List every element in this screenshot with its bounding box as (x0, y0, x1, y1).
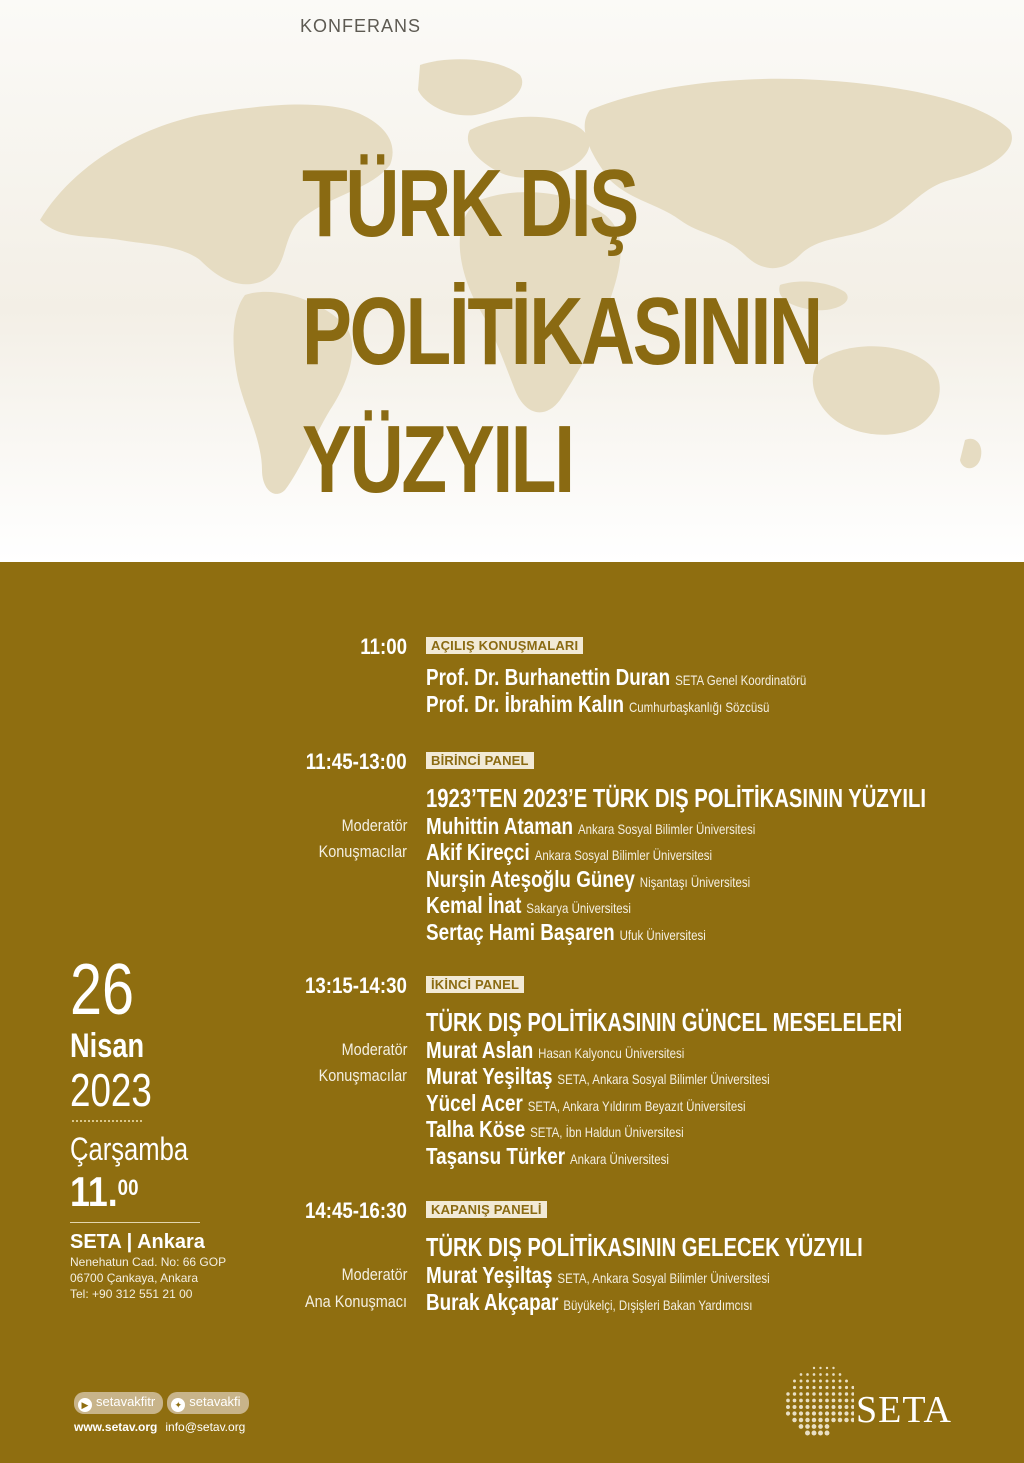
speaker-name: Prof. Dr. İbrahim Kalın (426, 691, 625, 717)
youtube-link[interactable] (74, 1392, 163, 1414)
website-link[interactable]: www.setav.org (74, 1420, 158, 1434)
speaker-name: Talha Köse (426, 1116, 526, 1142)
header-section (0, 0, 1024, 562)
event-minutes: 00 (117, 1175, 139, 1200)
event-time (70, 1168, 203, 1216)
speaker-name: Akif Kireçci (426, 839, 530, 865)
event-hour: 11. (70, 1168, 118, 1215)
speaker (426, 1116, 684, 1143)
event-date-block (70, 952, 226, 1302)
speaker-affiliation: Büyükelçi, Dışişleri Bakan Yardımcısı (563, 1297, 753, 1313)
divider-line (70, 1222, 200, 1223)
speaker-name: Yücel Acer (426, 1090, 523, 1116)
speaker-name: Prof. Dr. Burhanettin Duran (426, 664, 671, 690)
speaker-name: Muhittin Ataman (426, 813, 574, 839)
speaker (426, 1063, 770, 1090)
speaker (426, 839, 712, 866)
speaker (426, 1289, 752, 1316)
session-time: 11:45-13:00 (306, 749, 407, 774)
event-venue: SETA | Ankara (70, 1231, 205, 1253)
session-tag: İKİNCİ PANEL (426, 976, 524, 993)
speaker-affiliation: SETA Genel Koordinatörü (675, 672, 807, 688)
event-day: 26 (70, 950, 135, 1030)
speaker-affiliation: Ankara Üniversitesi (569, 1151, 669, 1167)
speaker-role: Moderatör (341, 1040, 407, 1059)
program-section (0, 562, 1024, 1463)
speaker-affiliation: SETA, Ankara Sosyal Bilimler Üniversitesi (557, 1071, 770, 1087)
speaker-row (0, 839, 1024, 865)
speaker-name: Burak Akçapar (426, 1289, 559, 1315)
social-links (74, 1392, 253, 1434)
address-line: Tel: +90 312 551 21 00 (70, 1287, 193, 1301)
youtube-handle: setavakfitr (96, 1394, 156, 1409)
speaker (426, 1143, 669, 1170)
logo-text: SETA (856, 1389, 952, 1431)
speaker-role: Moderatör (341, 816, 407, 835)
speaker-role: Moderatör (341, 1265, 407, 1284)
speaker (426, 691, 769, 718)
speaker (426, 813, 755, 840)
session-time: 11:00 (360, 634, 407, 659)
address-line: 06700 Çankaya, Ankara (70, 1271, 199, 1285)
speaker (426, 1262, 770, 1289)
session-tag: KAPANIŞ PANELİ (426, 1201, 547, 1218)
twitter-link[interactable] (167, 1392, 248, 1414)
speaker-role: Ana Konuşmacı (304, 1292, 407, 1311)
speaker-row (0, 813, 1024, 839)
speaker-affiliation: Nişantaşı Üniversitesi (639, 874, 751, 890)
title-line-1: TÜRK DIŞ (302, 150, 637, 257)
speaker (426, 1090, 745, 1117)
speaker-row (0, 866, 1024, 892)
speaker-affiliation: Ufuk Üniversitesi (619, 927, 706, 943)
speaker (426, 1037, 684, 1064)
speaker-affiliation: Sakarya Üniversitesi (526, 900, 631, 916)
title-line-2: POLİTİKASININ (302, 278, 821, 385)
speaker-row (0, 892, 1024, 918)
speaker-name: Murat Yeşiltaş (426, 1262, 553, 1288)
panel-title: 1923’TEN 2023’E TÜRK DIŞ POLİTİKASININ YÜZYILI (426, 783, 926, 813)
address-line: Nenehatun Cad. No: 66 GOP (70, 1255, 227, 1269)
contact-line (74, 1420, 253, 1434)
speaker-role: Konuşmacılar (318, 1066, 407, 1085)
conference-title (302, 140, 848, 524)
speaker-affiliation: SETA, Ankara Sosyal Bilimler Üniversitesi (557, 1270, 770, 1286)
speaker-name: Taşansu Türker (426, 1143, 566, 1169)
dotted-divider (72, 1120, 142, 1122)
session-time: 14:45-16:30 (305, 1198, 407, 1223)
speaker-name: Murat Aslan (426, 1037, 534, 1063)
seta-logo (784, 1350, 952, 1455)
globe-dots-icon (784, 1350, 854, 1450)
twitter-handle: setavakfi (189, 1394, 241, 1409)
speaker-affiliation: Ankara Sosyal Bilimler Üniversitesi (577, 821, 756, 837)
email-link[interactable]: info@setav.org (165, 1420, 246, 1434)
session-tag: BİRİNCİ PANEL (426, 752, 534, 769)
session-time: 13:15-14:30 (305, 973, 407, 998)
event-month: Nisan (70, 1027, 145, 1065)
speaker-name: Murat Yeşiltaş (426, 1063, 553, 1089)
panel-title: TÜRK DIŞ POLİTİKASININ GELECEK YÜZYILI (426, 1232, 863, 1262)
speaker (426, 664, 806, 691)
event-weekday: Çarşamba (70, 1131, 189, 1167)
speaker-row (0, 919, 1024, 945)
speaker-affiliation: Ankara Sosyal Bilimler Üniversitesi (534, 847, 713, 863)
twitter-icon: ✦ (171, 1398, 185, 1412)
speaker (426, 866, 750, 893)
speaker-affiliation: SETA, Ankara Yıldırım Beyazıt Üniversitesi (527, 1098, 746, 1114)
speaker (426, 892, 631, 919)
event-category: KONFERANS (300, 16, 422, 36)
speaker-name: Sertaç Hami Başaren (426, 919, 615, 945)
speaker-name: Nurşin Ateşoğlu Güney (426, 866, 635, 892)
speaker-role: Konuşmacılar (318, 842, 407, 861)
event-year: 2023 (70, 1064, 152, 1116)
speaker-affiliation: Hasan Kalyoncu Üniversitesi (538, 1045, 685, 1061)
speaker-row (0, 691, 1024, 717)
title-line-3: YÜZYILI (302, 406, 573, 513)
speaker-row (0, 664, 1024, 690)
youtube-icon: ▶ (78, 1398, 92, 1412)
session-tag: AÇILIŞ KONUŞMALARI (426, 637, 583, 654)
speaker-name: Kemal İnat (426, 892, 522, 918)
speaker-affiliation: SETA, İbn Haldun Üniversitesi (530, 1124, 684, 1140)
panel-title: TÜRK DIŞ POLİTİKASININ GÜNCEL MESELELERİ (426, 1007, 903, 1037)
speaker-affiliation: Cumhurbaşkanlığı Sözcüsü (628, 699, 770, 715)
speaker (426, 919, 706, 946)
